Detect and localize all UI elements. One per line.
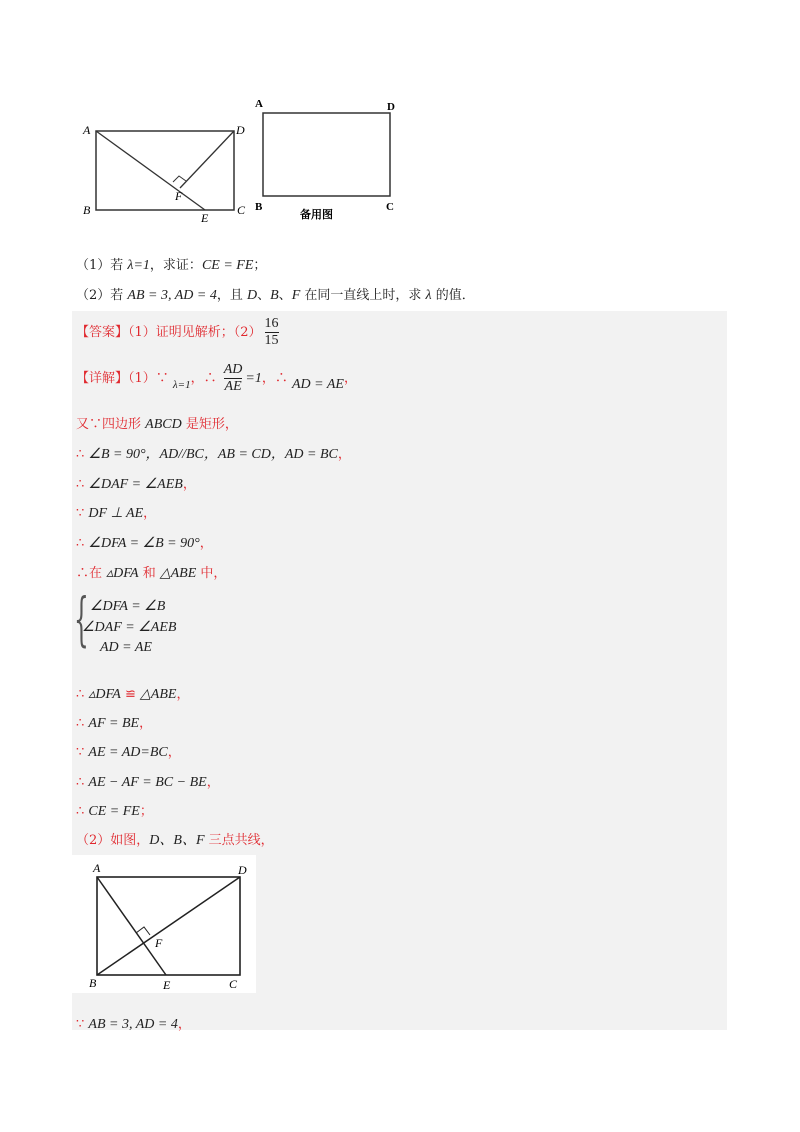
text-segment: ， — [206, 775, 220, 790]
text-segment: CE = FE — [88, 804, 140, 819]
text-segment: ∵ — [76, 745, 89, 760]
text-segment: ∠DFA = ∠B = 90° — [88, 536, 200, 551]
text-segment: ， — [176, 687, 190, 702]
text-segment: ABCD — [145, 417, 182, 432]
svg-text:E: E — [163, 978, 171, 992]
text-segment: ∴ — [76, 447, 89, 462]
answer-line — [76, 316, 282, 349]
svg-text:D: D — [236, 123, 245, 137]
text-segment: ，且 — [216, 288, 247, 303]
answer-fraction: $\frac{16}{15}$ — [264, 316, 279, 348]
text-segment: ， — [337, 447, 351, 462]
svg-text:D: D — [238, 863, 247, 877]
text-segment: ，求证： — [149, 258, 202, 273]
answer-label: 【答案】（1）证明见解析；（2） — [76, 325, 262, 340]
text-segment: ， — [167, 745, 181, 760]
svg-text:F: F — [175, 189, 183, 203]
text-segment: ∠B = 90°，AD//BC，AB = CD，AD = BC — [88, 447, 338, 462]
text-segment: ∴ — [76, 775, 89, 790]
detail-line — [76, 771, 220, 791]
detail-line — [90, 598, 165, 615]
text-segment: ， — [143, 506, 157, 521]
svg-text:A: A — [255, 98, 263, 110]
question-2 — [76, 284, 475, 304]
text-segment: 在同一直线上时，求 — [300, 288, 426, 303]
text-segment: 、 — [278, 288, 292, 303]
svg-text:C: C — [386, 201, 394, 213]
text-segment: ， — [199, 536, 213, 551]
detail-line — [76, 413, 238, 433]
text-segment: ∴ — [76, 804, 89, 819]
brace-icon: { — [74, 585, 89, 653]
svg-text:C: C — [229, 977, 238, 991]
detail-line — [76, 562, 226, 582]
text-segment: ▵DFA — [88, 687, 121, 702]
text-segment: D、B、F — [149, 833, 205, 848]
detail-line — [76, 473, 196, 493]
svg-text:F: F — [155, 936, 163, 950]
text-segment: 是矩形， — [181, 417, 238, 432]
text-segment: F — [291, 288, 301, 303]
detail-line — [76, 502, 156, 522]
text-segment: 和 — [138, 566, 160, 581]
svg-text:A: A — [93, 861, 101, 875]
text-segment: ∴ — [76, 536, 89, 551]
svg-text:B: B — [89, 976, 97, 990]
text-segment: ∴ — [76, 716, 89, 731]
figure-1 — [0, 0, 800, 240]
text-segment: 中， — [196, 566, 227, 581]
text-segment: ， — [139, 716, 153, 731]
detail-line — [76, 829, 274, 849]
svg-text:A: A — [83, 123, 91, 137]
text-segment: 又∵四边形 — [76, 417, 146, 432]
text-segment: AD = AE — [100, 640, 152, 655]
text-segment: ∠DAF = ∠AEB — [88, 477, 183, 492]
text-segment: B — [270, 288, 279, 303]
text-segment: 的值． — [431, 288, 475, 303]
text-segment: ∵ — [76, 1017, 89, 1032]
text-segment: AE = AD=BC — [88, 745, 168, 760]
text-segment: 三点共线， — [204, 833, 274, 848]
text-segment: （2）若 — [76, 288, 128, 303]
svg-text:备用图: 备用图 — [300, 208, 333, 221]
detail-line — [76, 1013, 191, 1033]
text-segment: ∴在 — [76, 566, 107, 581]
detail-line — [76, 800, 153, 820]
text-segment: AE − AF = BC − BE — [88, 775, 207, 790]
detail-line — [82, 619, 176, 636]
text-segment: ， — [182, 477, 196, 492]
text-segment: ； — [139, 804, 153, 819]
text-segment: ∠DFA = ∠B — [90, 599, 166, 614]
text-segment: AB = 3, AD = 4 — [88, 1017, 178, 1032]
text-segment: ， — [177, 1017, 191, 1032]
text-segment: △ABE — [159, 566, 197, 581]
text-segment: AF = BE — [88, 716, 140, 731]
detail-line — [76, 741, 181, 761]
text-segment: （1）若 — [76, 258, 128, 273]
svg-text:D: D — [387, 101, 395, 113]
text-segment: ▵DFA — [106, 566, 139, 581]
svg-text:E: E — [201, 211, 209, 225]
text-segment: ∵ — [76, 506, 89, 521]
text-segment: D — [246, 288, 258, 303]
text-segment: CE = FE — [201, 258, 254, 273]
question-1 — [76, 254, 266, 274]
text-segment: AB = 3, AD = 4 — [127, 288, 217, 303]
figure-3 — [72, 855, 256, 993]
detail-line — [76, 712, 152, 732]
svg-text:B: B — [83, 203, 91, 217]
text-segment: △ABE — [140, 687, 177, 702]
detail-line — [100, 640, 152, 656]
svg-text:C: C — [237, 203, 246, 217]
text-segment: λ — [425, 288, 432, 303]
detail-line-1: 【详解】（1）∵ $_{\lambda=1}$，∴ $\frac{AD}{AE}$ =1，∴ AD = AE， — [76, 362, 357, 394]
detail-line — [76, 443, 351, 463]
text-segment: ∴ — [76, 477, 89, 492]
svg-text:B: B — [255, 201, 263, 213]
text-segment: DF ⊥ AE — [88, 506, 144, 521]
text-segment: λ=1 — [127, 258, 150, 273]
text-segment: 、 — [257, 288, 271, 303]
text-segment: （2）如图， — [76, 833, 150, 848]
detail-line — [76, 683, 189, 703]
text-segment: ∠DAF = ∠AEB — [82, 620, 177, 635]
text-segment: ∴ — [76, 687, 89, 702]
text-segment: ； — [253, 258, 267, 273]
text-segment: ≌ — [120, 687, 141, 702]
detail-line — [76, 532, 213, 552]
